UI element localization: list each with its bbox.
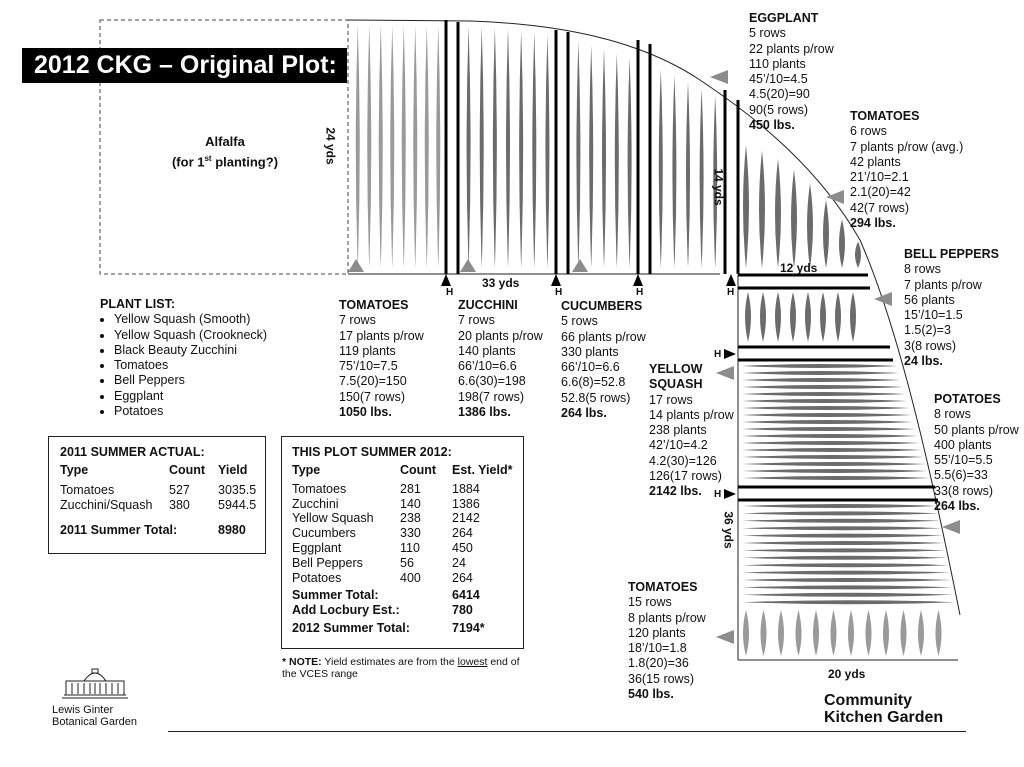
crop-cucumbers: CUCUMBERS 5 rows 66 plants p/row 330 plants 66’/10=6.6 6.6(8)=52.8 52.8(5 rows) 264 lbs.: [561, 299, 646, 421]
plant-list-item: • Black Beauty Zucchini: [114, 343, 267, 358]
crop-tomatoes-a: TOMATOES 7 rows 17 plants p/row 119 plants 75’/10=7.5 7.5(20)=150 150(7 rows) 1050 lbs.: [339, 298, 424, 420]
plant-row: [742, 541, 945, 545]
community-kitchen-garden-label: Community Kitchen Garden: [824, 692, 944, 726]
plant-row: [742, 413, 912, 417]
h-marker: H: [446, 287, 454, 298]
table-row: Cucumbers 330 264: [292, 526, 473, 541]
plant-row: [742, 511, 939, 515]
plant-row: [759, 150, 765, 268]
plant-row: [402, 26, 406, 268]
crop-eggplant: EGGPLANT 5 rows 22 plants p/row 110 plants 45’/10=4.5 4.5(20)=90 90(5 rows) 450 lbs.: [749, 11, 834, 133]
crop-bell-peppers: BELL PEPPERS 8 rows 7 plants p/row 56 plants 15’/10=1.5 1.5(2)=3 3(8 rows) 24 lbs.: [904, 247, 999, 369]
plant-row: [805, 292, 811, 342]
plant-list-item: • Eggplant: [114, 389, 267, 404]
plant-row: [742, 371, 899, 375]
plant-row: [813, 610, 819, 656]
h-marker: H: [636, 287, 644, 298]
plant-row: [602, 49, 606, 268]
plant-list-item: • Yellow Squash (Crookneck): [114, 328, 267, 343]
table-row: Bell Peppers 56 24: [292, 555, 466, 570]
plant-row: [700, 89, 704, 268]
plant-row: [742, 556, 947, 560]
plant-row: [855, 242, 861, 268]
plant-row: [791, 170, 797, 268]
plant-row: [775, 159, 781, 268]
plant-row: [628, 57, 632, 268]
plant-row: [742, 420, 914, 424]
table-row: Zucchini 140 1386: [292, 496, 480, 511]
plant-row: [866, 610, 872, 656]
page-title: 2012 CKG – Original Plot:: [22, 48, 347, 83]
plant-row: [742, 385, 903, 389]
plant-row: [850, 292, 856, 342]
crop-tomatoes-b: TOMATOES 6 rows 7 plants p/row (avg.) 42 plants 21’/10=2.1 2.1(20)=42 42(7 rows) 294 lbs.: [850, 109, 964, 231]
dimension-14-yds: 14 yds: [711, 168, 726, 206]
plant-row: [742, 399, 907, 403]
dimension-24-yds: 24 yds: [323, 127, 338, 165]
plant-row: [742, 593, 954, 597]
table-row: Tomatoes 281 1884: [292, 481, 480, 496]
plant-row: [672, 76, 676, 268]
plant-row: [493, 27, 497, 268]
dimension-12-yds: 12 yds: [780, 261, 818, 275]
plant-row: [901, 610, 907, 656]
plant-row: [742, 455, 924, 459]
plant-row: [659, 70, 663, 268]
plant-row: [686, 82, 690, 268]
summer-2012-table: Type Count Est. Yield* Tomatoes 281 1884 Zucchini 140 1386 Yellow Squash 238 2142 Cucumbers 330 264 Eggplant 110 450 Bell Peppers 56 24 Potatoes 400 264 Summer Total: 6414 Add Locbury Est.: 780 2012 Summer Total: 7194*: [292, 463, 513, 635]
plant-row: [742, 578, 951, 582]
plant-row: [742, 406, 909, 410]
summer-2011-table: Type Count Yield Tomatoes 527 3035.5 Zucchini/Squash 380 5944.5 2011 Summer Total: 8980: [60, 463, 257, 538]
plant-row: [480, 27, 484, 268]
plant-row: [532, 32, 536, 268]
plant-row: [742, 585, 953, 589]
plant-row: [545, 35, 549, 268]
plant-row: [425, 26, 429, 268]
plant-row: [742, 548, 946, 552]
plant-list-item: • Potatoes: [114, 404, 267, 419]
plant-row: [742, 462, 926, 466]
plant-list: PLANT LIST: • Yellow Squash (Smooth) • Yellow Squash (Crookneck) • Black Beauty Zucchini • Tomatoes • Bell Peppers • Eggplant • Potatoes: [100, 297, 267, 419]
plant-row: [790, 292, 796, 342]
plant-row: [918, 610, 924, 656]
plant-row: [742, 434, 918, 438]
plant-row: [835, 292, 841, 342]
plant-row: [742, 600, 955, 604]
plant-list-item: • Bell Peppers: [114, 373, 267, 388]
plant-row: [742, 519, 941, 523]
table-row: Tomatoes 527 3035.5: [60, 482, 257, 497]
plant-row: [615, 53, 619, 268]
table-row: Eggplant 110 450: [292, 540, 473, 555]
plant-row: [775, 292, 781, 342]
plant-row: [506, 29, 510, 268]
crop-potatoes: POTATOES 8 rows 50 plants p/row 400 plants 55’/10=5.5 5.5(6)=33 33(8 rows) 264 lbs.: [934, 392, 1019, 514]
plant-row: [519, 30, 523, 268]
dimension-20-yds: 20 yds: [828, 667, 866, 681]
plant-row: [778, 610, 784, 656]
table-row: Yellow Squash 238 2142: [292, 511, 480, 526]
crop-yellow-squash: YELLOW SQUASH 17 rows 14 plants p/row 238 plants 42’/10=4.2 4.2(30)=126 126(17 rows) 2142 lbs.: [649, 362, 734, 499]
plant-row: [379, 25, 383, 268]
plant-row: [807, 183, 813, 268]
plant-row: [742, 392, 905, 396]
plant-row: [742, 534, 943, 538]
plant-row: [742, 476, 930, 480]
table-row: Zucchini/Squash 380 5944.5: [60, 497, 257, 512]
plant-row: [742, 441, 920, 445]
plant-row: [743, 610, 749, 656]
plant-row: [743, 145, 749, 268]
plant-row: [390, 25, 394, 268]
plant-row: [742, 563, 949, 567]
plant-row: [742, 469, 928, 473]
summer-2012-box: THIS PLOT SUMMER 2012: Type Count Est. Yield* Tomatoes 281 1884 Zucchini 140 1386 Yellow Squash 238 2142 Cucumbers 330 264 Eggplant 110 450 Bell Peppers 56 24 Potatoes 400 264 Summer Total: 6414 Add Locbury Est.: 780 2012 Summer Total: 7194*: [281, 436, 524, 649]
h-marker: H: [727, 287, 735, 298]
plant-row: [589, 45, 593, 268]
plant-row: [742, 526, 942, 530]
table-row: Potatoes 400 264: [292, 570, 473, 585]
plant-row: [820, 292, 826, 342]
plant-list-item: • Yellow Squash (Smooth): [114, 312, 267, 327]
footer-rule: [168, 731, 966, 732]
plant-row: [413, 26, 417, 268]
plant-row: [742, 364, 897, 368]
plant-row: [831, 610, 837, 656]
dimension-36-yds: 36 yds: [721, 511, 736, 549]
botanical-garden-logo-icon: [62, 667, 128, 701]
crop-tomatoes-c: TOMATOES 15 rows 8 plants p/row 120 plants 18’/10=1.8 1.8(20)=36 36(15 rows) 540 lbs.: [628, 580, 706, 702]
plant-row: [436, 26, 440, 268]
plant-row: [742, 378, 901, 382]
h-marker: H: [714, 489, 722, 500]
plant-row: [742, 504, 938, 508]
plant-row: [823, 200, 829, 268]
plant-list-item: • Tomatoes: [114, 358, 267, 373]
plant-row: [761, 610, 767, 656]
plant-row: [742, 448, 922, 452]
plant-row: [796, 610, 802, 656]
plant-row: [936, 610, 942, 656]
plant-row: [839, 219, 845, 268]
plant-row: [760, 292, 766, 342]
dimension-33-yds: 33 yds: [482, 276, 520, 290]
plant-row: [367, 25, 371, 268]
plant-row: [883, 610, 889, 656]
plant-row: [742, 571, 950, 575]
botanical-garden-name: Lewis Ginter Botanical Garden: [52, 704, 137, 728]
h-marker: H: [714, 349, 722, 360]
summer-2011-box: 2011 SUMMER ACTUAL: Type Count Yield Tomatoes 527 3035.5 Zucchini/Squash 380 5944.5 2011 Summer Total: 8980: [48, 436, 266, 554]
plant-row: [742, 427, 916, 431]
plant-row: [745, 292, 751, 342]
plant-row: [848, 610, 854, 656]
plant-row: [356, 25, 360, 268]
h-marker: H: [555, 287, 563, 298]
alfalfa-label: Alfalfa (for 1st planting?): [171, 134, 279, 170]
plant-row: [467, 26, 471, 268]
plant-row: [576, 42, 580, 268]
crop-zucchini: ZUCCHINI 7 rows 20 plants p/row 140 plants 66’/10=6.6 6.6(30)=198 198(7 rows) 1386 lbs.: [458, 298, 543, 420]
yield-note: * NOTE: Yield estimates are from the lowest end of the VCES range: [282, 656, 520, 680]
